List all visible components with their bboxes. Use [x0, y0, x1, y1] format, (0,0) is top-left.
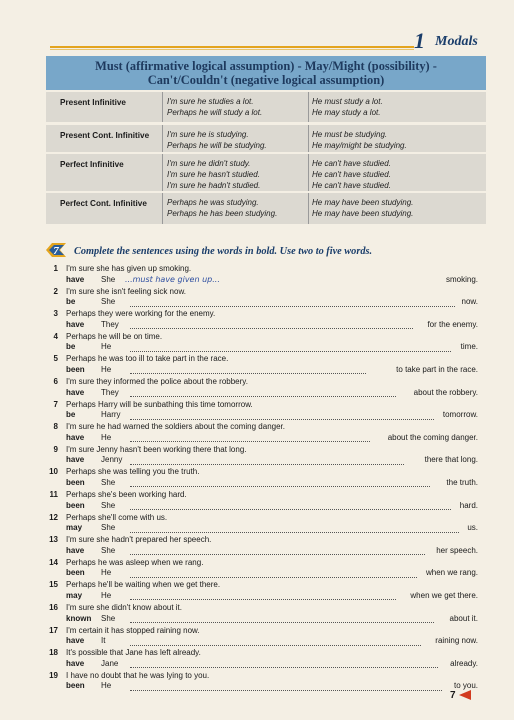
item-end: us. — [467, 523, 478, 533]
example-sentences — [167, 197, 277, 219]
item-end: about the coming danger. — [387, 432, 478, 442]
item-sentence: It's possible that Jane has left already. — [66, 648, 201, 658]
item-sentence: Perhaps she's been working hard. — [66, 490, 187, 499]
column-divider — [162, 193, 163, 224]
item-number: 9 — [53, 444, 58, 454]
item-number: 15 — [49, 580, 58, 590]
item-end: there that long. — [424, 455, 478, 465]
chapter-title: Modals — [435, 34, 478, 49]
answer-blank[interactable] — [130, 350, 451, 352]
item-number: 13 — [49, 535, 58, 545]
item-number: 2 — [53, 286, 58, 296]
answer-text: ...must have given up... — [125, 274, 220, 284]
item-keyword: been — [66, 681, 85, 691]
item-start: She — [101, 297, 116, 307]
answer-blank[interactable] — [130, 531, 459, 533]
item-number: 10 — [49, 467, 58, 477]
modal-sentences — [312, 158, 391, 191]
answer-blank[interactable] — [130, 440, 370, 442]
item-start: They — [101, 319, 119, 329]
infinitive-type: Perfect Infinitive — [60, 160, 124, 169]
item-keyword: have — [66, 274, 85, 284]
item-end: to take part in the race. — [396, 364, 478, 374]
item-number: 1 — [53, 264, 58, 273]
item-number: 7 — [53, 399, 58, 409]
table-row — [46, 92, 486, 122]
page-marker-icon — [459, 690, 471, 700]
item-end: when we get there. — [410, 590, 478, 600]
item-number: 3 — [53, 309, 58, 319]
item-start: He — [101, 432, 112, 442]
item-keyword: have — [66, 658, 85, 668]
item-end: smoking. — [445, 274, 478, 284]
item-sentence: I'm sure they informed the police about the robbery. — [66, 377, 248, 386]
item-keyword: have — [66, 455, 85, 465]
item-sentence: I'm sure she isn't feeling sick now. — [66, 286, 186, 296]
item-end: the truth. — [446, 477, 478, 487]
example-line: He may have been studying. — [312, 209, 414, 218]
item-start: Jenny — [101, 455, 123, 465]
example-sentences — [167, 129, 267, 151]
item-sentence: Perhaps they were working for the enemy. — [66, 309, 216, 319]
infinitive-type: Present Infinitive — [60, 98, 126, 107]
item-keyword: be — [66, 410, 76, 420]
answer-blank[interactable] — [130, 666, 438, 668]
infinitive-type: Perfect Cont. Infinitive — [60, 199, 147, 208]
item-keyword: known — [66, 613, 92, 623]
answer-blank[interactable] — [130, 485, 430, 487]
example-line: He may/might be studying. — [312, 141, 407, 150]
item-end: hard. — [459, 500, 478, 510]
item-sentence: Perhaps he'll be waiting when we get there. — [66, 580, 221, 590]
item-start: He — [101, 364, 112, 374]
answer-blank[interactable] — [130, 598, 396, 600]
item-number: 14 — [49, 557, 58, 567]
example-line: Perhaps he will be studying. — [167, 141, 267, 150]
answer-blank[interactable] — [130, 418, 434, 420]
example-line: Perhaps he has been studying. — [167, 209, 278, 218]
column-divider — [162, 92, 163, 122]
example-line: Perhaps he will study a lot. — [167, 108, 263, 117]
column-divider — [308, 125, 309, 152]
item-keyword: been — [66, 568, 85, 578]
item-number: 6 — [53, 377, 58, 386]
item-start: It — [101, 636, 106, 646]
item-sentence: I'm sure he had warned the soldiers about the coming danger. — [66, 422, 285, 432]
answer-blank[interactable] — [130, 327, 413, 329]
item-end: raining now. — [435, 636, 478, 646]
answer-blank[interactable] — [130, 621, 434, 623]
item-end: now. — [461, 297, 478, 307]
item-keyword: may — [66, 590, 83, 600]
item-sentence: I'm sure Jenny hasn't been working there that long. — [66, 444, 247, 454]
item-keyword: have — [66, 545, 85, 555]
answer-blank[interactable] — [130, 576, 417, 578]
column-divider — [308, 92, 309, 122]
item-number: 5 — [53, 354, 58, 364]
item-keyword: been — [66, 477, 85, 487]
example-line: He may study a lot. — [312, 108, 381, 117]
item-sentence: Perhaps Harry will be sunbathing this time tomorrow. — [66, 399, 253, 409]
example-line: He can't have studied. — [312, 170, 391, 179]
example-sentences — [167, 158, 260, 191]
example-line: He must study a lot. — [312, 97, 383, 106]
item-sentence: Perhaps he will be on time. — [66, 331, 163, 341]
item-start: They — [101, 387, 119, 397]
answer-blank[interactable] — [130, 305, 455, 307]
item-end: about the robbery. — [413, 387, 478, 397]
item-keyword: been — [66, 500, 85, 510]
item-start: She — [101, 477, 116, 487]
answer-blank[interactable] — [130, 372, 366, 374]
table-row — [46, 154, 486, 191]
item-number: 8 — [53, 422, 58, 432]
table-row — [46, 125, 486, 152]
item-end: her speech. — [436, 545, 478, 555]
banner-line-1: Must (affirmative logical assumption) - May/Might (possibility) - — [95, 59, 437, 73]
item-start: She — [101, 523, 116, 533]
item-start: She — [101, 545, 116, 555]
answer-blank[interactable] — [130, 644, 421, 646]
modal-sentences — [312, 96, 383, 118]
item-end: time. — [460, 342, 478, 352]
item-end: for the enemy. — [427, 319, 478, 329]
item-sentence: Perhaps she was telling you the truth. — [66, 467, 200, 477]
item-sentence: I'm certain it has stopped raining now. — [66, 625, 200, 635]
item-number: 18 — [49, 648, 58, 658]
exercise-number-badge — [46, 241, 66, 259]
answer-blank[interactable] — [130, 689, 442, 691]
column-divider — [308, 154, 309, 191]
exercise-number: 7 — [53, 245, 59, 257]
example-line: I'm sure he didn't study. — [167, 159, 251, 168]
chapter-number: 1 — [414, 28, 425, 53]
item-keyword: be — [66, 342, 76, 352]
item-sentence: Perhaps he was too ill to take part in the race. — [66, 354, 229, 364]
answer-blank[interactable] — [130, 508, 451, 510]
banner-line-2: Can't/Couldn't (negative logical assumption) — [147, 73, 385, 87]
modal-sentences — [312, 197, 413, 219]
example-line: He can't have studied. — [312, 159, 391, 168]
example-line: He can't have studied. — [312, 181, 391, 190]
item-keyword: have — [66, 636, 85, 646]
item-end: already. — [450, 658, 478, 668]
answer-blank[interactable] — [130, 463, 404, 465]
item-sentence: I'm sure she didn't know about it. — [66, 603, 183, 612]
example-line: Perhaps he was studying. — [167, 198, 259, 207]
item-start: He — [101, 342, 112, 352]
item-number: 17 — [49, 625, 58, 635]
item-end: to you. — [453, 681, 478, 691]
answer-blank[interactable] — [130, 395, 396, 397]
example-line: He must be studying. — [312, 130, 388, 139]
page-number: 7 — [450, 690, 456, 701]
item-sentence: I'm sure she hadn't prepared her speech. — [66, 535, 212, 545]
item-number: 11 — [49, 490, 58, 499]
item-number: 19 — [49, 670, 58, 680]
table-row — [46, 193, 486, 224]
item-end: when we rang. — [425, 568, 478, 578]
example-line: I'm sure he hadn't studied. — [167, 181, 261, 190]
item-keyword: be — [66, 297, 76, 307]
item-start: Harry — [101, 410, 121, 420]
item-start: He — [101, 568, 112, 578]
example-line: I'm sure he hasn't studied. — [167, 170, 260, 179]
example-sentences — [167, 96, 262, 118]
item-start: She — [101, 613, 116, 623]
item-keyword: been — [66, 364, 85, 374]
example-line: I'm sure he studies a lot. — [167, 97, 254, 106]
item-start: He — [101, 590, 112, 600]
item-keyword: have — [66, 432, 85, 442]
example-line: I'm sure he is studying. — [167, 130, 249, 139]
item-sentence: I'm sure she has given up smoking. — [66, 264, 192, 273]
item-number: 4 — [53, 331, 58, 341]
example-line: He may have been studying. — [312, 198, 414, 207]
item-keyword: may — [66, 523, 83, 533]
item-end: tomorrow. — [442, 410, 478, 420]
item-start: He — [101, 681, 112, 691]
item-number: 16 — [49, 603, 58, 612]
item-end: about it. — [449, 613, 478, 623]
item-start: She — [101, 274, 116, 284]
column-divider — [162, 125, 163, 152]
item-sentence: Perhaps she'll come with us. — [66, 512, 168, 522]
item-start: She — [101, 500, 116, 510]
header-rule — [50, 46, 414, 48]
exercise-instruction: Complete the sentences using the words in bold. Use two to five words. — [74, 246, 373, 257]
modal-sentences — [312, 129, 407, 151]
item-keyword: have — [66, 319, 85, 329]
item-start: Jane — [101, 658, 119, 668]
item-sentence: Perhaps he was asleep when we rang. — [66, 557, 204, 567]
item-number: 12 — [49, 512, 58, 522]
infinitive-type: Present Cont. Infinitive — [60, 131, 150, 140]
header-rule-thin — [50, 49, 414, 50]
item-sentence: I have no doubt that he was lying to you. — [66, 670, 210, 680]
answer-blank[interactable] — [130, 553, 425, 555]
grammar-banner — [46, 56, 486, 90]
column-divider — [162, 154, 163, 191]
column-divider — [308, 193, 309, 224]
item-keyword: have — [66, 387, 85, 397]
